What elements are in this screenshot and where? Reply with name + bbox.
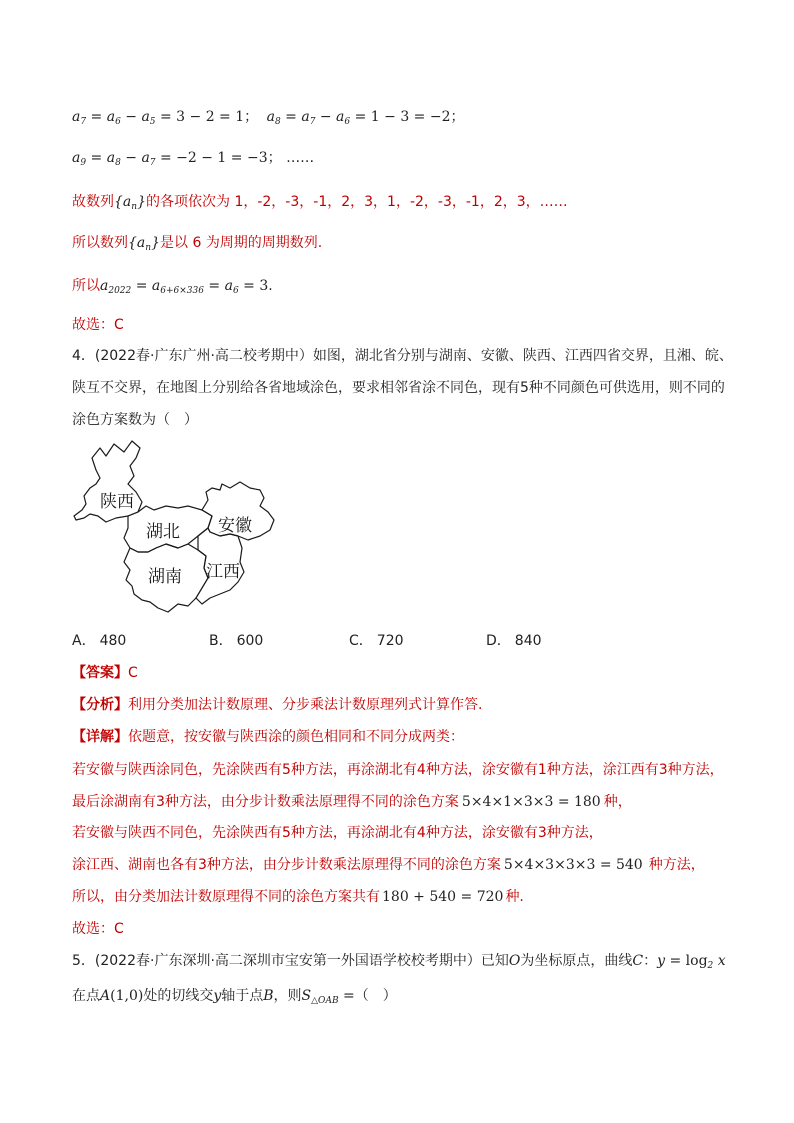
province-map <box>70 436 285 621</box>
formula: 5×4×1×3×3 = 180 <box>461 794 601 810</box>
conclusion-line <box>72 276 273 296</box>
period-line <box>72 233 322 253</box>
answer-line <box>72 663 138 683</box>
separator: ； <box>267 150 282 166</box>
answer-tag: 【答案】 <box>72 665 128 681</box>
text: 所以 <box>72 278 100 294</box>
separator: ； <box>244 109 259 125</box>
text: 故数列 <box>72 194 114 210</box>
formula: 180 + 540 = 720 <box>382 889 504 905</box>
text: 最后涂湖南有3种方法，由分步计数乘法原理得不同的涂色方案 <box>72 794 459 810</box>
q4-stem-3: 涂色方案数为（ ） <box>72 412 198 428</box>
period-number: 6 <box>192 235 202 251</box>
map-label-jiangxi: 江西 <box>206 562 240 582</box>
formula: 5×4×3×3×3 = 540 <box>503 857 643 873</box>
detail-case-1: 若安徽与陕西涂同色，先涂陕西有5种方法，再涂湖北有4种方法，涂安徽有1种方法，涂江西有3种方法， <box>72 762 724 778</box>
option-value: 840 <box>514 633 542 649</box>
formula-seq-an: $\{a_n\}$ <box>114 194 146 212</box>
option-value: 600 <box>236 633 264 649</box>
ellipsis: …… <box>286 150 315 166</box>
formula-B: B <box>263 988 274 1004</box>
map-label-anhui: 安徽 <box>218 516 252 536</box>
analysis-text: 利用分类加法计数原理、分步乘法计数原理列式计算作答. <box>128 697 483 713</box>
option-a[interactable] <box>72 631 126 651</box>
text: 是以 <box>159 235 188 251</box>
recurrence-line-1 <box>72 107 465 127</box>
answer-value: C <box>128 665 138 681</box>
text: 所以，由分类加法计数原理得不同的涂色方案共有 <box>72 889 380 905</box>
formula-a2022: $a_{2022} = a_{6+6\times 336} = a_6 = 3$ <box>100 278 269 296</box>
text: 的各项依次为 <box>145 194 230 210</box>
formula-a8: $a_8 = a_7 - a_6 = 1 - 3 = -2$ <box>266 109 451 127</box>
map-label-hubei: 湖北 <box>146 522 180 542</box>
text: 处的切线交 <box>143 988 214 1004</box>
q5-stem-1 <box>72 951 726 971</box>
analysis-tag: 【分析】 <box>72 697 128 713</box>
formula-a9: $a_9 = a_8 - a_7 = -2 - 1 = -3$ <box>72 150 268 168</box>
option-letter: D． <box>486 633 511 649</box>
detail-tag: 【详解】 <box>72 729 128 745</box>
formula-seq-an: $\{a_n\}$ <box>128 235 160 253</box>
text: 涂江西、湖南也各有3种方法，由分步计数乘法原理得不同的涂色方案 <box>72 857 501 873</box>
text: 轴于点 <box>221 988 264 1004</box>
formula-a7: $a_7 = a_6 - a_5 = 3 - 2 = 1$ <box>72 109 245 127</box>
detail-case-1-cont <box>72 792 632 812</box>
option-letter: B． <box>209 633 233 649</box>
separator: ； <box>450 109 465 125</box>
detail-case-2-cont <box>72 855 705 875</box>
text: 种. <box>505 889 524 905</box>
detail-line <box>72 727 464 747</box>
text: 在点 <box>72 988 100 1004</box>
text: . <box>268 278 273 294</box>
q4-stem-2: 陕互不交界，在地图上分别给各省地域涂色，要求相邻省涂不同色，现有5种不同颜色可供选用，则不同的 <box>72 380 725 396</box>
text: 种方法， <box>648 857 705 873</box>
text: 种， <box>603 794 632 810</box>
q4-choice: 故选：C <box>72 921 124 937</box>
option-letter: A． <box>72 633 96 649</box>
q5-stem-2 <box>72 986 397 1006</box>
recurrence-line-2 <box>72 148 314 168</box>
analysis-line <box>72 695 482 715</box>
formula-O: O <box>508 953 521 969</box>
text: （ ） <box>354 988 397 1004</box>
option-letter: C． <box>349 633 373 649</box>
choice-line: 故选：C <box>72 317 124 333</box>
option-value: 480 <box>99 633 127 649</box>
option-d[interactable] <box>486 631 542 651</box>
detail-text: 依题意，按安徽与陕西涂的颜色相同和不同分成两类： <box>128 729 464 745</box>
text: 为坐标原点，曲线 <box>520 953 633 969</box>
formula-curve: C：$y = \log_2 x$ <box>632 953 726 971</box>
formula-point-A: A(1,0) <box>100 988 144 1004</box>
text: 所以数列 <box>72 235 128 251</box>
map-label-hunan: 湖南 <box>148 567 182 587</box>
detail-case-2: 若安徽与陕西不同色，先涂陕西有5种方法，再涂湖北有4种方法，涂安徽有3种方法， <box>72 825 603 841</box>
text: ，则 <box>273 988 302 1004</box>
sequence-values: 1，-2，-3，-1，2，3，1，-2，-3，-1，2，3，…… <box>234 194 568 210</box>
formula-area: $S_{\triangle OAB}$ = <box>301 988 355 1006</box>
formula-y: y <box>213 988 222 1004</box>
option-c[interactable] <box>349 631 404 651</box>
text: 为周期的周期数列. <box>205 235 323 251</box>
q4-stem-1: 4．(2022春·广东广州·高二校考期中）如图，湖北省分别与湖南、安徽、陕西、江西四省交界，且湘、皖、 <box>72 348 733 364</box>
map-label-shaanxi: 陕西 <box>100 492 134 512</box>
option-value: 720 <box>376 633 404 649</box>
text: 5．(2022春·广东深圳·高二深圳市宝安第一外国语学校校考期中）已知 <box>72 953 509 969</box>
option-b[interactable] <box>209 631 263 651</box>
sequence-line <box>72 192 568 212</box>
detail-sum <box>72 887 524 907</box>
